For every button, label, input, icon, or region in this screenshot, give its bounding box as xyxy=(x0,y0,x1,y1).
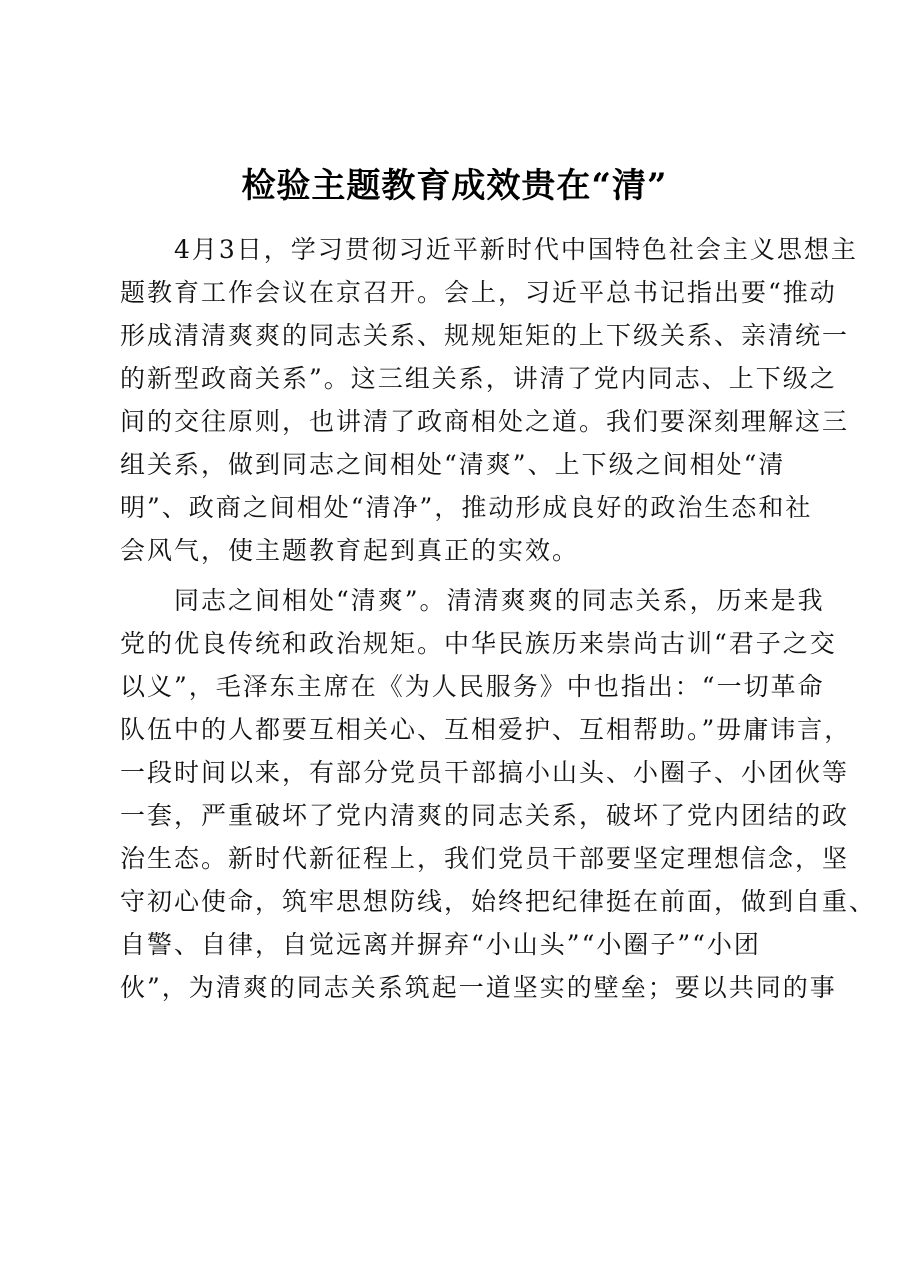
text-line: 伙”，为清爽的同志关系筑起一道坚实的壁垒；要以共同的事 xyxy=(120,973,837,1002)
text-line: 队伍中的人都要互相关心、互相爱护、互相帮助。”毋庸讳言， xyxy=(120,715,852,744)
paragraph-2 xyxy=(120,579,877,1009)
text-line: 明”、政商之间相处“清净”，推动形成良好的政治生态和社 xyxy=(120,493,813,522)
text-line: 守初心使命，筑牢思想防线，始终把纪律挺在前面，做到自重、 xyxy=(120,887,877,916)
article-title: 检验主题教育成效贵在“清” xyxy=(241,166,668,206)
text-line: 同志之间相处“清爽”。清清爽爽的同志关系，历来是我 xyxy=(120,586,825,615)
text-line: 4月3日，学习贯彻习近平新时代中国特色社会主义思想主 xyxy=(120,235,858,264)
text-line: 一套，严重破坏了党内清爽的同志关系，破坏了党内团结的政 xyxy=(120,801,850,830)
paragraph-spacer xyxy=(120,572,820,579)
text-line: 组关系，做到同志之间相处“清爽”、上下级之间相处“清 xyxy=(120,450,786,479)
article-body xyxy=(120,228,877,1009)
text-line: 自警、自律，自觉远离并摒弃“小山头”“小圈子”“小团 xyxy=(120,930,761,959)
text-line: 一段时间以来，有部分党员干部搞小山头、小圈子、小团伙等 xyxy=(120,758,850,787)
text-line: 题教育工作会议在京召开。会上，习近平总书记指出要“推动 xyxy=(120,278,837,307)
text-line: 党的优良传统和政治规矩。中华民族历来崇尚古训“君子之交 xyxy=(120,629,837,658)
text-line: 的新型政商关系”。这三组关系，讲清了党内同志、上下级之 xyxy=(120,364,837,393)
text-line: 间的交往原则，也讲清了政商相处之道。我们要深刻理解这三 xyxy=(120,407,850,436)
text-line: 形成清清爽爽的同志关系、规规矩矩的上下级关系、亲清统一 xyxy=(120,321,850,350)
text-line: 以义”，毛泽东主席在《为人民服务》中也指出：“一切革命 xyxy=(120,672,825,701)
text-line: 治生态。新时代新征程上，我们党员干部要坚定理想信念，坚 xyxy=(120,844,850,873)
text-line: 会风气，使主题教育起到真正的实效。 xyxy=(120,536,580,565)
paragraph-1 xyxy=(120,228,858,572)
